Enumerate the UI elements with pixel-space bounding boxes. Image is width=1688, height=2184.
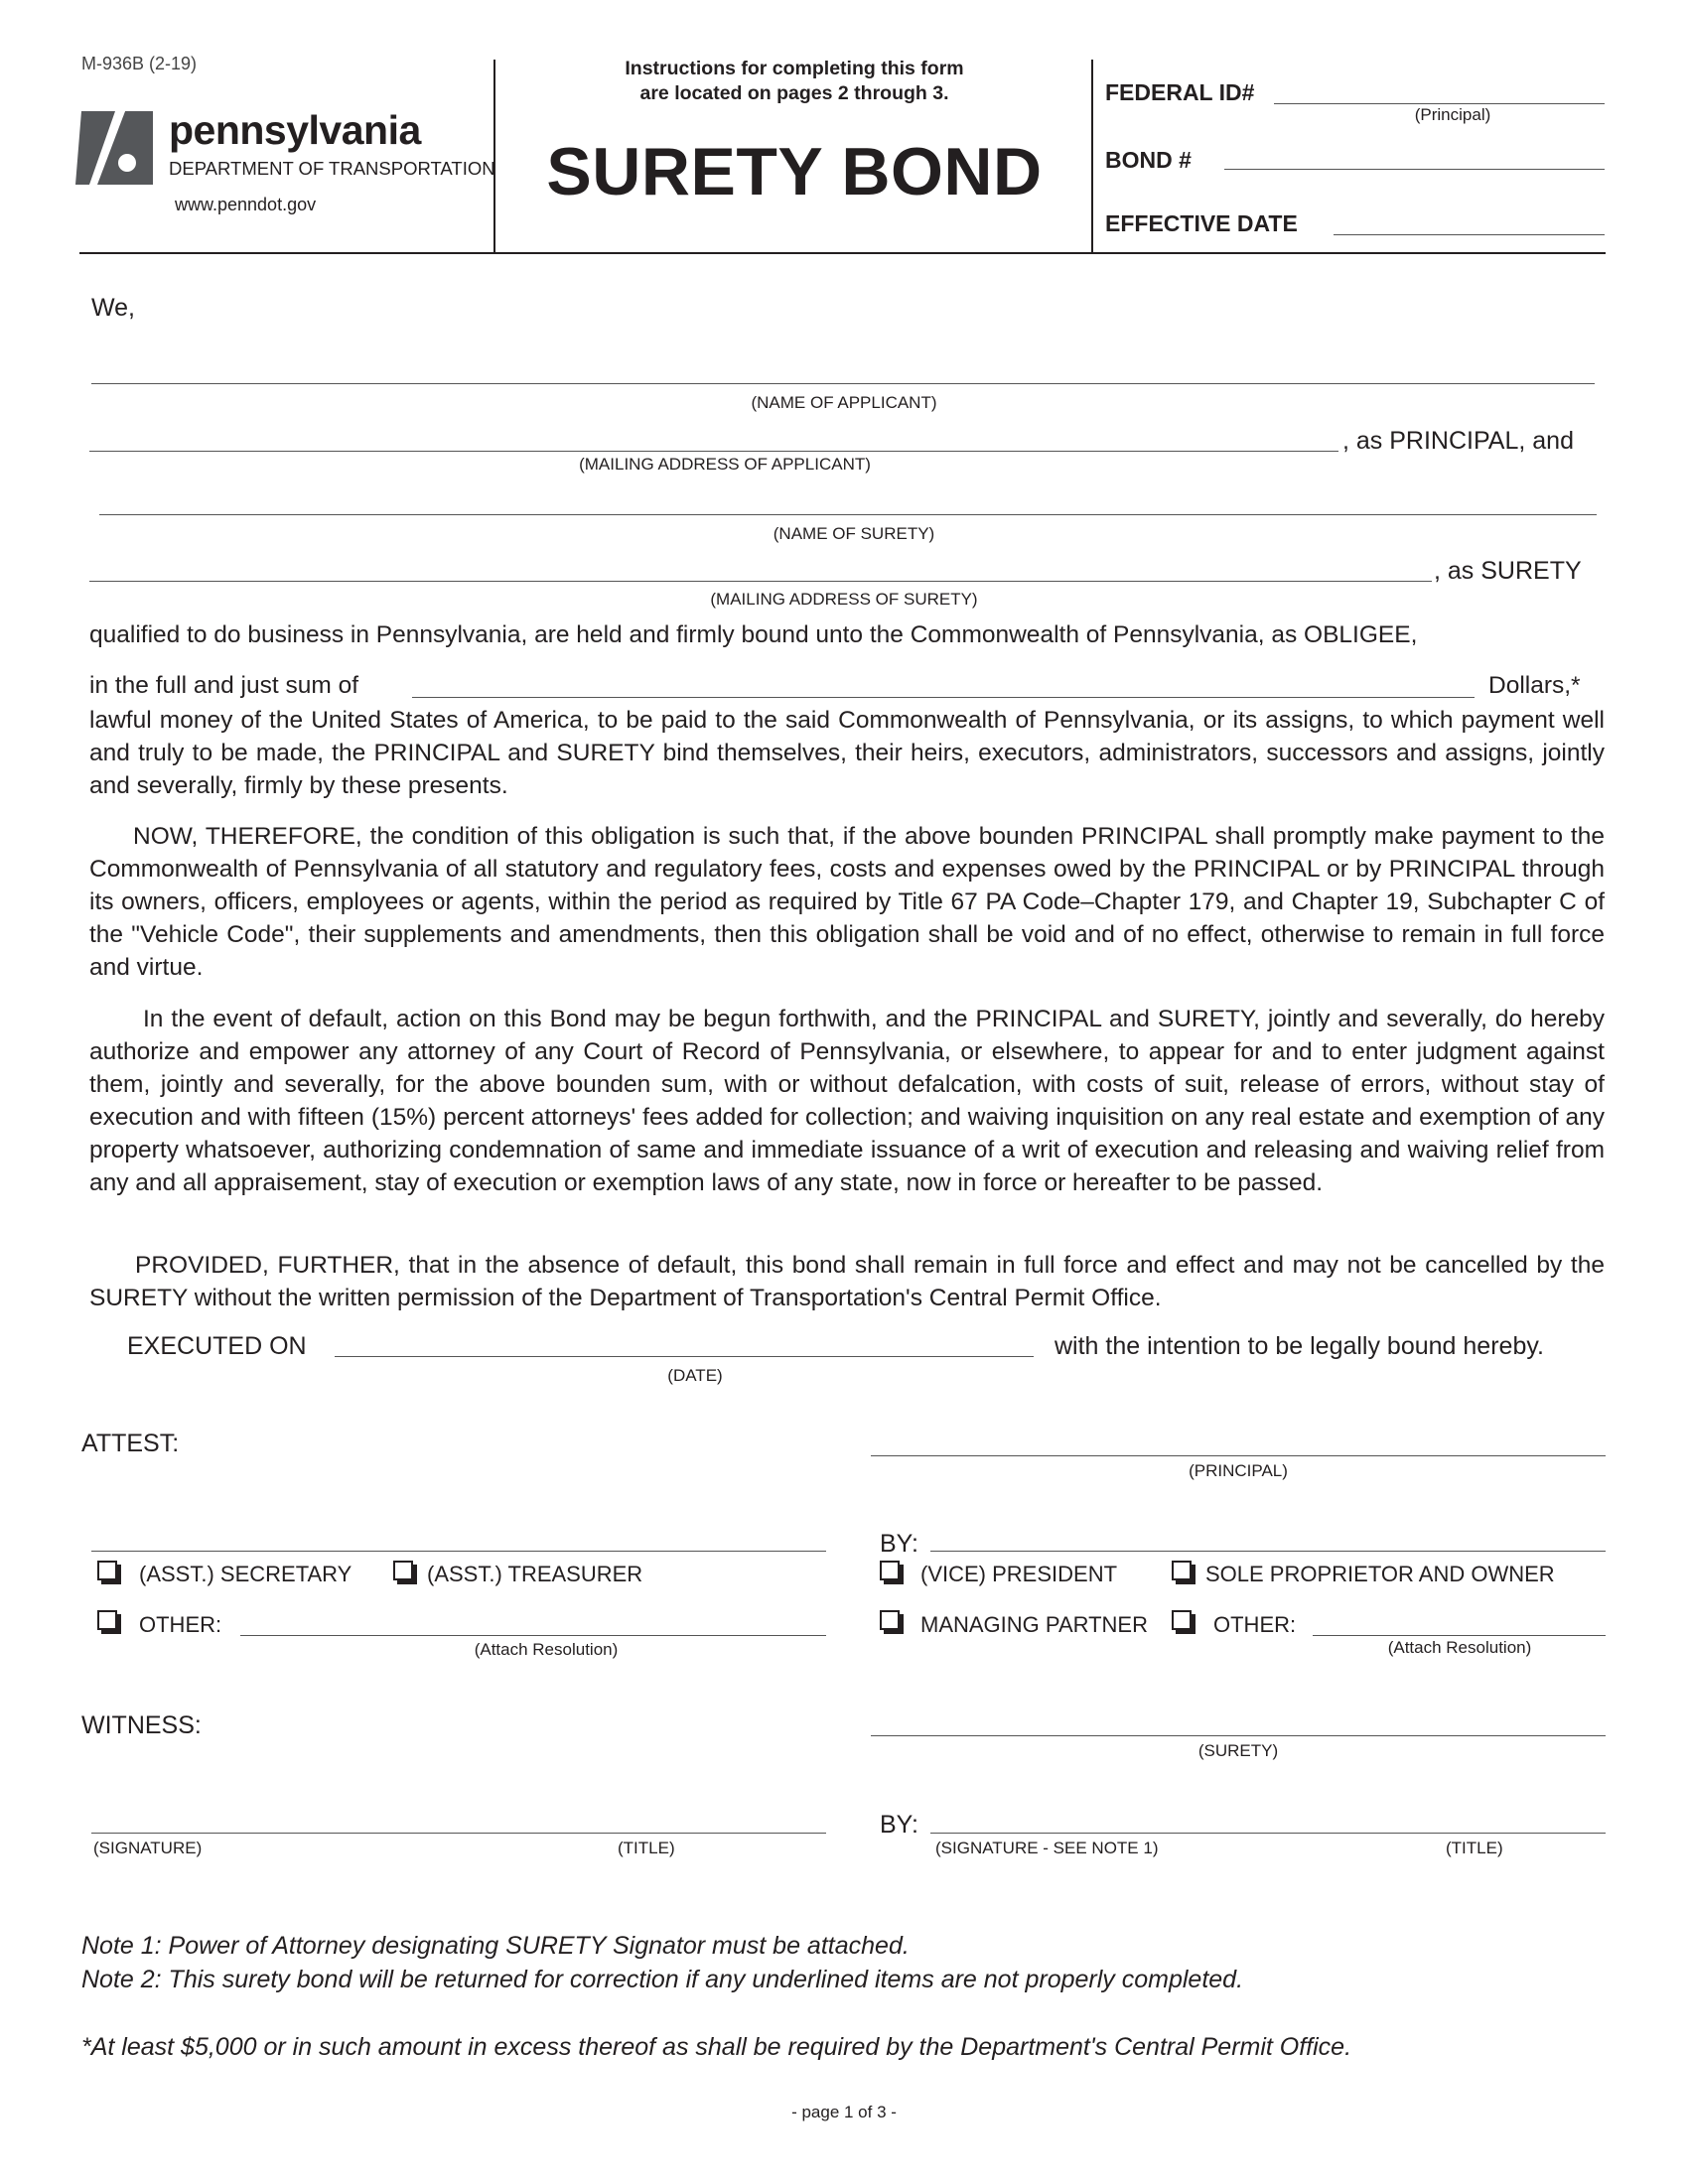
- witness-label: WITNESS:: [81, 1711, 202, 1739]
- date-caption: (DATE): [667, 1366, 723, 1385]
- principal-other-checkbox[interactable]: [1172, 1610, 1192, 1630]
- federal-id-label: FEDERAL ID#: [1105, 79, 1255, 105]
- principal-other-field[interactable]: [1313, 1635, 1606, 1636]
- surety-by-label: BY:: [880, 1811, 918, 1839]
- principal-other-label: OTHER:: [1213, 1612, 1297, 1637]
- page-title: SURETY BOND: [546, 134, 1043, 209]
- surety-caption: (SURETY): [1197, 1741, 1279, 1760]
- applicant-name-caption: (NAME OF APPLICANT): [751, 393, 937, 412]
- note-1: Note 1: Power of Attorney designating SURETY Signator must be attached.: [81, 1932, 910, 1960]
- vice-president-checkbox[interactable]: [880, 1561, 900, 1580]
- attest-attach-resolution-caption: (Attach Resolution): [474, 1640, 619, 1659]
- executed-suffix: with the intention to be legally bound hereby.: [1055, 1332, 1544, 1360]
- principal-caption: (PRINCIPAL): [1189, 1461, 1288, 1480]
- surety-signature-caption: (SIGNATURE - SEE NOTE 1): [935, 1839, 1159, 1857]
- asst-secretary-label: (ASST.) SECRETARY: [139, 1562, 352, 1586]
- witness-title-caption: (TITLE): [618, 1839, 675, 1857]
- footnote: *At least $5,000 or in such amount in excess thereof as shall be required by the Department's Central Permit Office.: [81, 2033, 1352, 2061]
- surety-by-field[interactable]: [930, 1833, 1606, 1834]
- principal-by-label: BY:: [880, 1530, 918, 1558]
- surety-signature-field[interactable]: [871, 1735, 1606, 1736]
- bond-number-label: BOND #: [1105, 147, 1192, 173]
- lawful-money-paragraph: lawful money of the United States of America, to be paid to the said Commonwealth of Pennsylvania, or its assigns, to which payment well and truly to be made, the PRINCIPAL and SURETY bind themselves, their heirs, executors, administrators, successors and assigns, jointly and severally, firmly by these presents.: [89, 707, 1605, 799]
- effective-date-label: EFFECTIVE DATE: [1105, 210, 1298, 236]
- vice-president-label: (VICE) PRESIDENT: [920, 1562, 1118, 1586]
- as-surety-text: , as SURETY: [1434, 557, 1582, 585]
- page-number: - page 1 of 3 -: [791, 2103, 897, 2121]
- sole-proprietor-checkbox[interactable]: [1172, 1561, 1192, 1580]
- header-divider-right: [1091, 60, 1093, 253]
- attest-label: ATTEST:: [81, 1430, 180, 1457]
- asst-secretary-checkbox[interactable]: [97, 1561, 117, 1580]
- federal-id-caption: (Principal): [1414, 105, 1491, 124]
- principal-signature-field[interactable]: [871, 1455, 1606, 1456]
- surety-name-caption: (NAME OF SURETY): [773, 524, 935, 543]
- form-number: M-936B (2-19): [81, 54, 198, 73]
- penndot-logo-icon: [75, 107, 155, 189]
- header-bottom-rule: [79, 252, 1606, 254]
- website-link[interactable]: www.penndot.gov: [175, 195, 317, 214]
- attest-other-label: OTHER:: [139, 1612, 222, 1637]
- sole-proprietor-label: SOLE PROPRIETOR AND OWNER: [1205, 1562, 1555, 1586]
- executed-date-field[interactable]: [335, 1356, 1034, 1357]
- we-label: We,: [91, 294, 135, 322]
- surety-title-caption: (TITLE): [1446, 1839, 1503, 1857]
- sum-suffix: Dollars,*: [1488, 672, 1581, 699]
- federal-id-field[interactable]: [1274, 103, 1605, 104]
- now-therefore-paragraph: NOW, THEREFORE, the condition of this obligation is such that, if the above bounden PRINCIPAL shall promptly make payment to the Commonwealth of Pennsylvania of all statutory and regulatory fees, costs and expenses owed by the PRINCIPAL or by PRINCIPAL through its owners, officers, employees or agents, within the period as required by Title 67 PA Code–Chapter 179, and Chapter 19, Subchapter C of the "Vehicle Code", their supplements and amendments, then this obligation shall be void and of no effect, otherwise to remain in full force and virtue.: [89, 823, 1605, 981]
- sum-amount-field[interactable]: [412, 697, 1475, 698]
- principal-attach-resolution-caption: (Attach Resolution): [1387, 1638, 1532, 1657]
- as-principal-text: , as PRINCIPAL, and: [1342, 427, 1574, 455]
- qualified-paragraph: qualified to do business in Pennsylvania, are held and firmly bound unto the Commonwealth of Pennsylvania, as OBLIGEE,: [89, 621, 1418, 648]
- instructions-line2: are located on pages 2 through 3.: [639, 82, 949, 104]
- instructions-line1: Instructions for completing this form: [625, 58, 964, 79]
- executed-on-label: EXECUTED ON: [127, 1332, 307, 1360]
- applicant-address-caption: (MAILING ADDRESS OF APPLICANT): [579, 455, 871, 474]
- attest-other-checkbox[interactable]: [97, 1610, 117, 1630]
- surety-name-field[interactable]: [99, 514, 1597, 515]
- attest-other-field[interactable]: [240, 1635, 826, 1636]
- department-name: DEPARTMENT OF TRANSPORTATION: [169, 158, 495, 179]
- logo-wordmark: pennsylvania: [169, 107, 421, 153]
- applicant-name-field[interactable]: [91, 383, 1595, 384]
- note-2: Note 2: This surety bond will be returned for correction if any underlined items are not properly completed.: [81, 1966, 1244, 1993]
- surety-address-field[interactable]: [89, 581, 1432, 582]
- managing-partner-checkbox[interactable]: [880, 1610, 900, 1630]
- effective-date-field[interactable]: [1334, 234, 1605, 235]
- bond-number-field[interactable]: [1224, 169, 1605, 170]
- applicant-address-field[interactable]: [89, 451, 1338, 452]
- provided-paragraph: PROVIDED, FURTHER, that in the absence of default, this bond shall remain in full force and effect and may not be cancelled by the SURETY without the written permission of the Department of Transportation's Central Permit Office.: [89, 1252, 1605, 1311]
- attest-signature-field[interactable]: [91, 1551, 826, 1552]
- default-paragraph: In the event of default, action on this Bond may be begun forthwith, and the PRINCIPAL and SURETY, jointly and severally, do hereby authorize and empower any attorney of any Court of Record of Pennsylvania, or elsewhere, to appear for and to enter judgment against them, jointly and severally, for the above bounden sum, with or without defalcation, with costs of suit, release of errors, without stay of execution and with fifteen (15%) percent attorneys' fees added for collection; and waiving inquisition on any real estate and exemption of any property whatsoever, authorizing condemnation of same and immediate issuance of a writ of execution and releasing and waiving relief from any and all appraisement, stay of execution or exemption laws of any state, now in force or hereafter to be passed.: [89, 1006, 1605, 1196]
- principal-by-field[interactable]: [930, 1551, 1606, 1552]
- asst-treasurer-label: (ASST.) TREASURER: [427, 1562, 643, 1586]
- witness-signature-field[interactable]: [91, 1833, 826, 1834]
- sum-prefix: in the full and just sum of: [89, 672, 359, 699]
- surety-address-caption: (MAILING ADDRESS OF SURETY): [710, 590, 978, 609]
- asst-treasurer-checkbox[interactable]: [393, 1561, 413, 1580]
- managing-partner-label: MANAGING PARTNER: [920, 1612, 1148, 1637]
- witness-signature-caption: (SIGNATURE): [93, 1839, 203, 1857]
- header-divider-left: [493, 60, 495, 253]
